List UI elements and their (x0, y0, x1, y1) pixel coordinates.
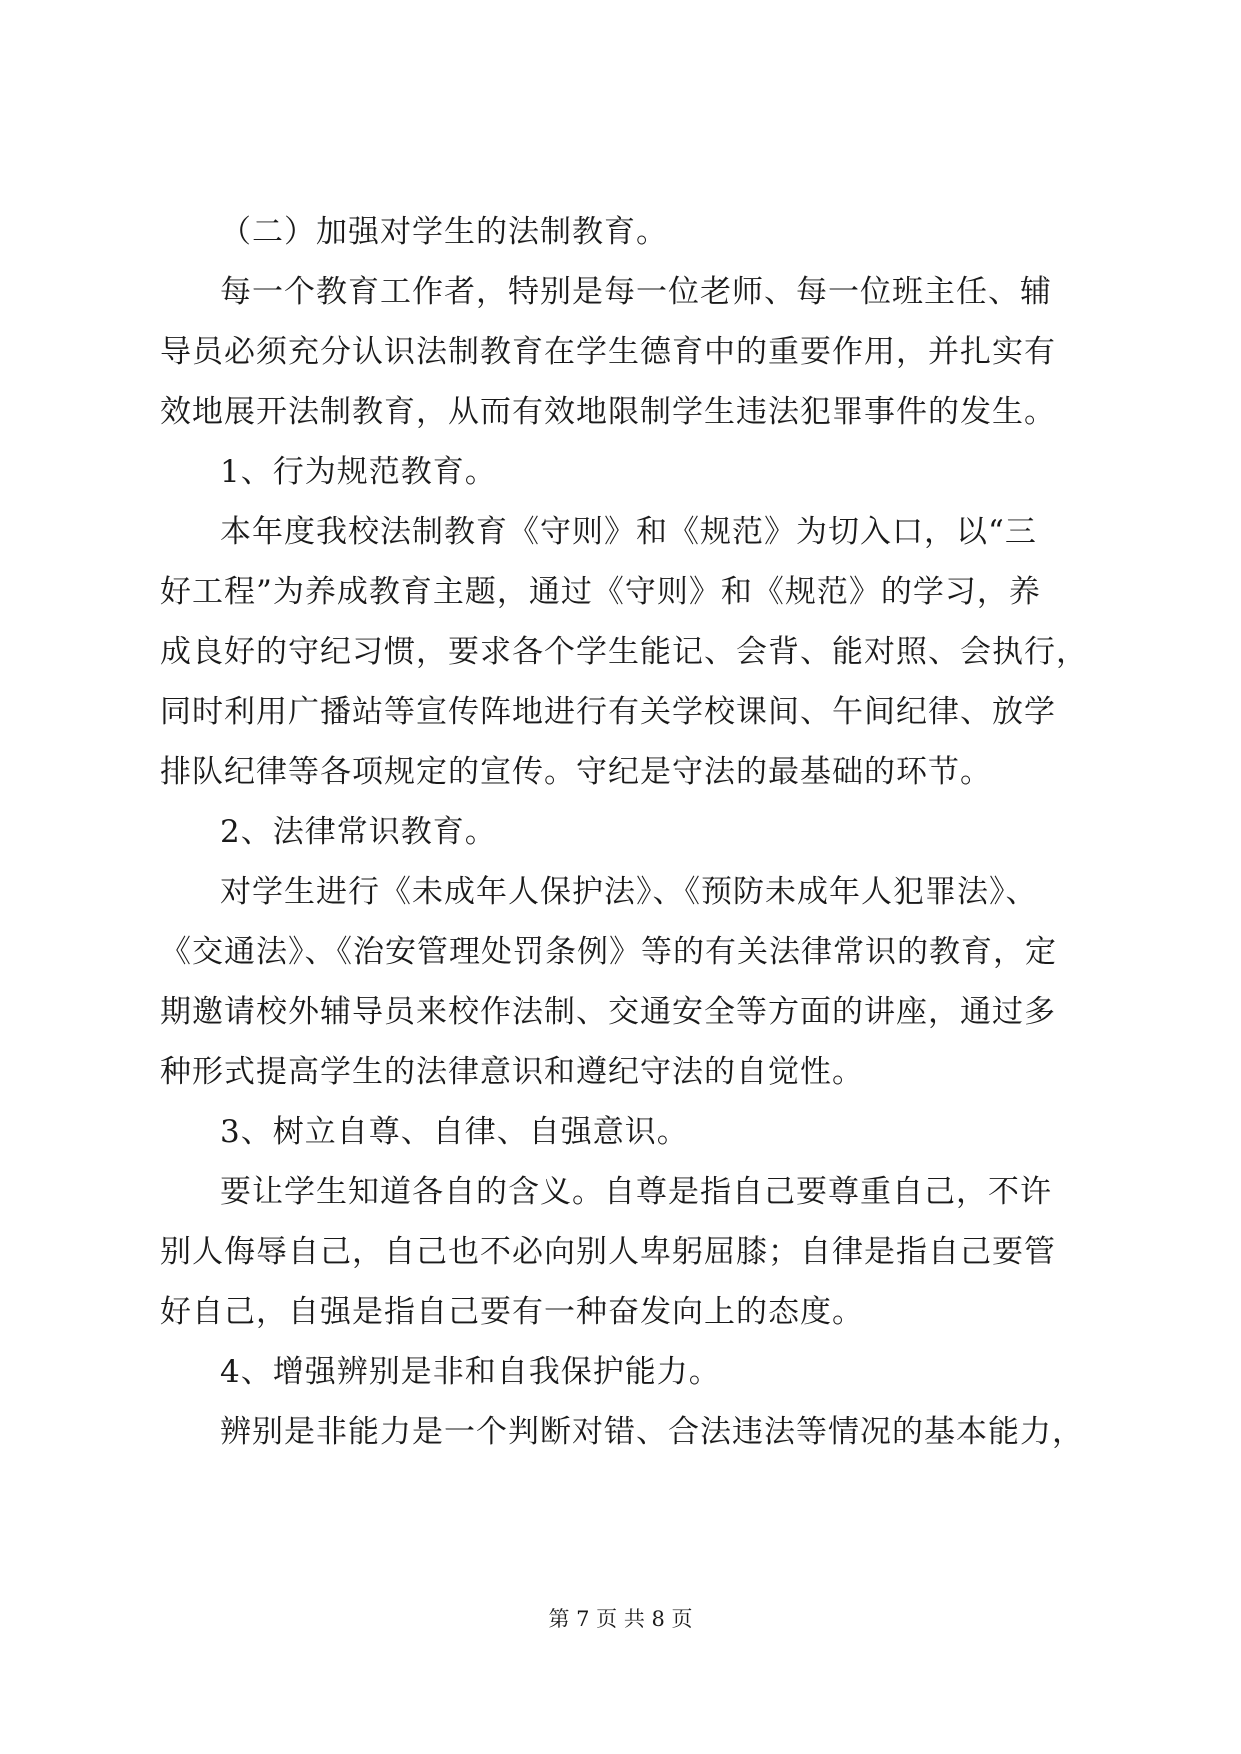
paragraph-line: 成良好的守纪习惯，要求各个学生能记、会背、能对照、会执行， (160, 634, 1088, 670)
paragraph-line: 同时利用广播站等宣传阵地进行有关学校课间、午间纪律、放学 (160, 694, 1056, 730)
paragraph-line: 别人侮辱自己，自己也不必向别人卑躬屈膝；自律是指自己要管 (160, 1234, 1056, 1270)
paragraph-line: 对学生进行《未成年人保护法》、《预防未成年人犯罪法》、 (220, 874, 1038, 910)
paragraph-line: 排队纪律等各项规定的宣传。守纪是守法的最基础的环节。 (160, 754, 992, 790)
paragraph-line: 《交通法》、《治安管理处罚条例》等的有关法律常识的教育，定 (160, 934, 1057, 970)
subsection-heading: 3、树立自尊、自律、自强意识。 (220, 1114, 689, 1150)
subsection-heading: 4、增强辨别是非和自我保护能力。 (220, 1354, 721, 1390)
subsection-heading: 1、行为规范教育。 (220, 454, 497, 490)
subsection-heading: 2、法律常识教育。 (220, 814, 497, 850)
paragraph-line: 种形式提高学生的法律意识和遵纪守法的自觉性。 (160, 1054, 864, 1090)
paragraph-line: 每一个教育工作者，特别是每一位老师、每一位班主任、辅 (220, 274, 1052, 310)
paragraph-line: 好自己，自强是指自己要有一种奋发向上的态度。 (160, 1294, 864, 1330)
section-heading: （二）加强对学生的法制教育。 (220, 214, 668, 250)
page-footer: 第 7 页 共 8 页 (548, 1607, 693, 1631)
paragraph-line: 好工程”为养成教育主题，通过《守则》和《规范》的学习，养 (160, 574, 1041, 610)
paragraph-line: 效地展开法制教育，从而有效地限制学生违法犯罪事件的发生。 (160, 394, 1056, 430)
paragraph-line: 期邀请校外辅导员来校作法制、交通安全等方面的讲座，通过多 (160, 994, 1056, 1030)
paragraph-line: 要让学生知道各自的含义。自尊是指自己要尊重自己，不许 (220, 1174, 1052, 1210)
paragraph-line: 导员必须充分认识法制教育在学生德育中的重要作用，并扎实有 (160, 334, 1056, 370)
paragraph-line: 辨别是非能力是一个判断对错、合法违法等情况的基本能力， (220, 1414, 1084, 1450)
paragraph-line: 本年度我校法制教育《守则》和《规范》为切入口，以“三 (220, 514, 1037, 550)
